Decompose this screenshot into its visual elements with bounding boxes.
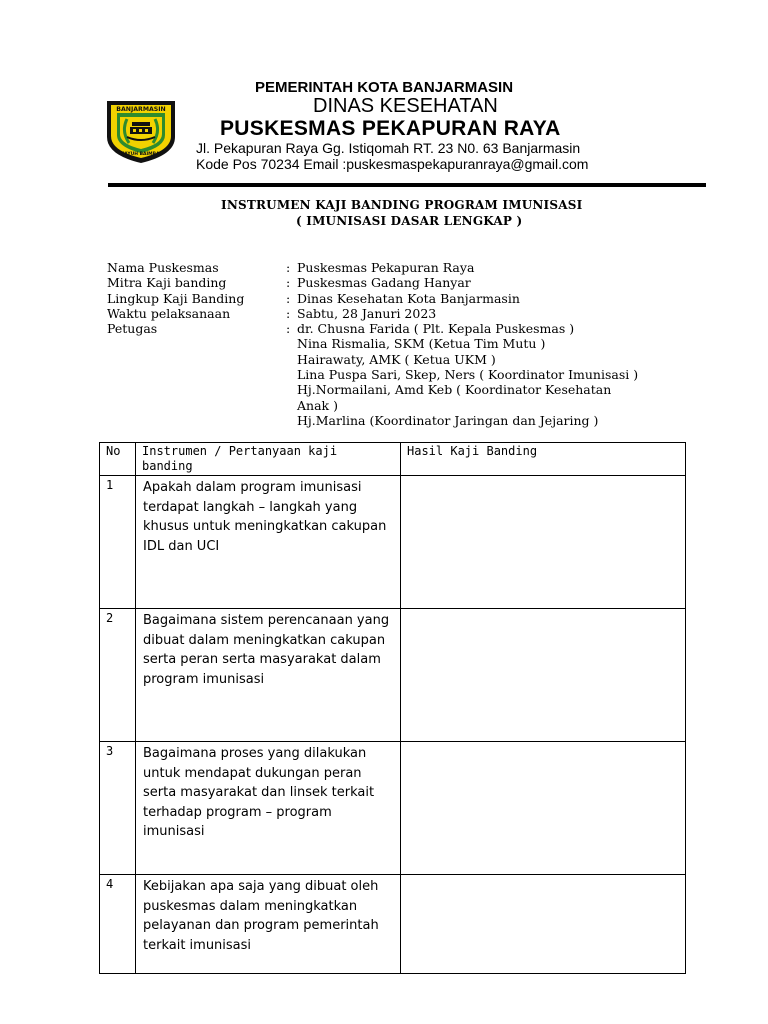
banjarmasin-city-seal-icon (103, 97, 179, 165)
government-name: PEMERINTAH KOTA BANJARMASIN (255, 79, 514, 96)
row-number: 3 (100, 742, 136, 875)
officer-line: Lina Puspa Sari, Skep, Ners ( Koordinator Imunisasi ) (297, 367, 639, 383)
svg-text:KAYUH BAIMBAI: KAYUH BAIMBAI (120, 152, 162, 157)
info-value: Sabtu, 28 Januri 2023 (297, 305, 437, 321)
table-row (100, 875, 686, 974)
letterhead-divider (108, 183, 706, 187)
result-cell[interactable] (401, 875, 686, 974)
result-cell[interactable] (401, 742, 686, 875)
document-subtitle: ( IMUNISASI DASAR LENGKAP ) (296, 214, 523, 228)
officer-line: Hj.Marlina (Koordinator Jaringan dan Jejaring ) (297, 412, 599, 428)
svg-text:BANJARMASIN: BANJARMASIN (116, 106, 166, 113)
officer-line: Nina Rismalia, SKM (Ketua Tim Mutu ) (297, 336, 546, 352)
info-colon: : (286, 305, 291, 321)
officer-line: Hairawaty, AMK ( Ketua UKM ) (297, 351, 496, 367)
address: Jl. Pekapuran Raya Gg. Istiqomah RT. 23 N0. 63 Banjarmasin (196, 140, 581, 156)
table-header-row (100, 443, 686, 476)
officer-line: Anak ) (297, 397, 338, 413)
info-colon: : (286, 321, 291, 337)
result-cell[interactable] (401, 609, 686, 742)
info-label: Lingkup Kaji Banding (107, 290, 245, 306)
info-colon: : (286, 290, 291, 306)
table-row (100, 742, 686, 875)
header-result: Hasil Kaji Banding (401, 443, 686, 476)
info-value: Puskesmas Gadang Hanyar (297, 275, 471, 291)
row-number: 2 (100, 609, 136, 742)
question-cell: Bagaimana sistem perencanaan yang dibuat dalam meningkatkan cakupan serta peran serta masyarakat dalam program imunisasi (136, 609, 401, 742)
question-cell: Bagaimana proses yang dilakukan untuk mendapat dukungan peran serta masyarakat dan linsek terkait terhadap program – program imunisasi (136, 742, 401, 875)
info-label: Nama Puskesmas (107, 260, 219, 275)
info-colon: : (286, 260, 291, 275)
postal-email: Kode Pos 70234 Email :puskesmaspekapuranraya@gmail.com (196, 156, 589, 172)
result-cell[interactable] (401, 476, 686, 609)
instrument-table (99, 442, 686, 974)
officer-line: dr. Chusna Farida ( Plt. Kepala Puskesmas ) (297, 321, 575, 337)
officer-line: Hj.Normailani, Amd Keb ( Koordinator Kesehatan (297, 382, 612, 398)
row-number: 4 (100, 875, 136, 974)
info-colon: : (286, 275, 291, 291)
header-question: Instrumen / Pertanyaan kaji banding (136, 443, 401, 476)
officers-list (297, 321, 638, 428)
table-row (100, 609, 686, 742)
officers-label: Petugas (107, 321, 158, 337)
info-value: Puskesmas Pekapuran Raya (297, 260, 475, 275)
table-row (100, 476, 686, 609)
info-label: Waktu pelaksanaan (107, 305, 231, 321)
header-no: No (100, 443, 136, 476)
department-name: DINAS KESEHATAN (313, 95, 498, 117)
info-label: Mitra Kaji banding (107, 275, 227, 291)
question-cell: Kebijakan apa saja yang dibuat oleh puskesmas dalam meningkatkan pelayanan dan program pemerintah terkait imunisasi (136, 875, 401, 974)
document-title: INSTRUMEN KAJI BANDING PROGRAM IMUNISASI (221, 198, 583, 212)
letterhead (0, 0, 768, 195)
puskesmas-name: PUSKESMAS PEKAPURAN RAYA (220, 117, 561, 140)
row-number: 1 (100, 476, 136, 609)
question-cell: Apakah dalam program imunisasi terdapat langkah – langkah yang khusus untuk meningkatkan cakupan IDL dan UCI (136, 476, 401, 609)
info-value: Dinas Kesehatan Kota Banjarmasin (297, 290, 520, 306)
